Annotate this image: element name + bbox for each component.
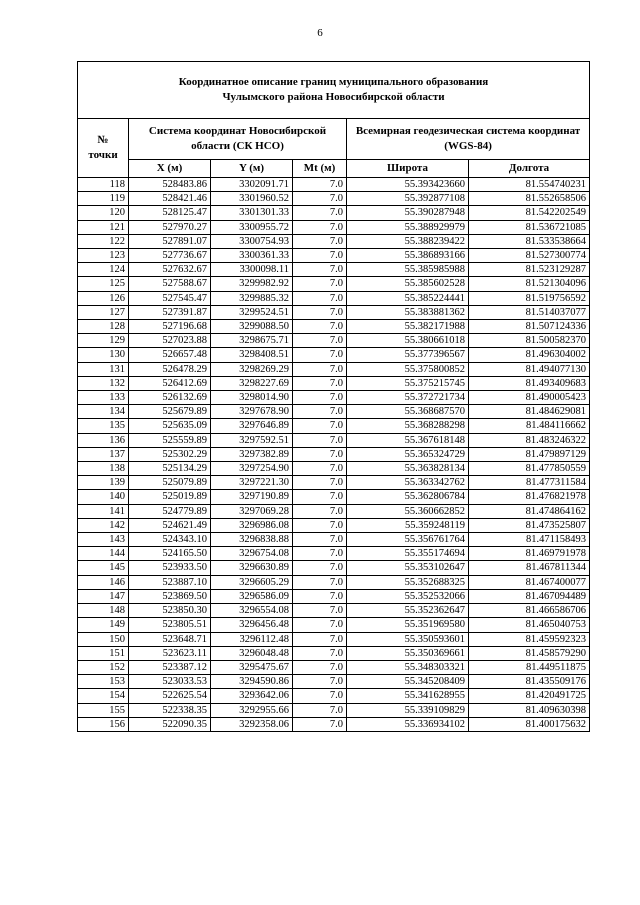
x-cell: 527545.47 — [129, 291, 211, 305]
mt-cell: 7.0 — [293, 504, 347, 518]
y-cell: 3296754.08 — [211, 547, 293, 561]
point-number-cell: 155 — [78, 703, 129, 717]
x-cell: 524779.89 — [129, 504, 211, 518]
point-number-cell: 137 — [78, 447, 129, 461]
point-number-cell: 152 — [78, 660, 129, 674]
longitude-cell: 81.477850559 — [469, 462, 590, 476]
y-cell: 3302091.71 — [211, 178, 293, 192]
longitude-cell: 81.467811344 — [469, 561, 590, 575]
point-number-cell: 129 — [78, 334, 129, 348]
point-number-cell: 136 — [78, 433, 129, 447]
latitude-cell: 55.367618148 — [347, 433, 469, 447]
x-cell: 525302.29 — [129, 447, 211, 461]
mt-cell: 7.0 — [293, 320, 347, 334]
y-cell: 3296630.89 — [211, 561, 293, 575]
longitude-cell: 81.474864162 — [469, 504, 590, 518]
point-number-cell: 148 — [78, 604, 129, 618]
y-cell: 3299088.50 — [211, 320, 293, 334]
x-cell: 523387.12 — [129, 660, 211, 674]
latitude-cell: 55.336934102 — [347, 717, 469, 731]
point-number-cell: 154 — [78, 689, 129, 703]
longitude-cell: 81.466586706 — [469, 604, 590, 618]
table-row — [78, 646, 590, 660]
mt-cell: 7.0 — [293, 703, 347, 717]
mt-cell: 7.0 — [293, 632, 347, 646]
point-number-cell: 146 — [78, 575, 129, 589]
mt-cell: 7.0 — [293, 305, 347, 319]
table-row — [78, 249, 590, 263]
longitude-cell: 81.533538664 — [469, 234, 590, 248]
table-title-line-1: Координатное описание границ муниципального образования — [178, 76, 489, 88]
y-cell: 3296048.48 — [211, 646, 293, 660]
table-title — [78, 62, 590, 119]
longitude-cell: 81.400175632 — [469, 717, 590, 731]
x-cell: 527632.67 — [129, 263, 211, 277]
mt-cell: 7.0 — [293, 547, 347, 561]
x-cell: 525559.89 — [129, 433, 211, 447]
table-row — [78, 305, 590, 319]
longitude-cell: 81.458579290 — [469, 646, 590, 660]
longitude-cell: 81.449511875 — [469, 660, 590, 674]
x-cell: 527391.87 — [129, 305, 211, 319]
longitude-column-header: Долгота — [469, 160, 590, 178]
x-cell: 528483.86 — [129, 178, 211, 192]
x-cell: 527023.88 — [129, 334, 211, 348]
longitude-cell: 81.465040753 — [469, 618, 590, 632]
point-number-cell: 140 — [78, 490, 129, 504]
latitude-cell: 55.375215745 — [347, 376, 469, 390]
x-cell: 523623.11 — [129, 646, 211, 660]
latitude-cell: 55.383881362 — [347, 305, 469, 319]
mt-cell: 7.0 — [293, 717, 347, 731]
point-number-cell: 149 — [78, 618, 129, 632]
mt-cell: 7.0 — [293, 575, 347, 589]
point-number-cell: 150 — [78, 632, 129, 646]
y-cell: 3300955.72 — [211, 220, 293, 234]
table-row — [78, 277, 590, 291]
table-row — [78, 206, 590, 220]
table-row — [78, 234, 590, 248]
point-number-cell: 128 — [78, 320, 129, 334]
table-row — [78, 334, 590, 348]
point-number-cell: 120 — [78, 206, 129, 220]
latitude-cell: 55.385602528 — [347, 277, 469, 291]
point-number-header — [78, 119, 129, 178]
y-cell: 3300361.33 — [211, 249, 293, 263]
mt-cell: 7.0 — [293, 618, 347, 632]
table-row — [78, 632, 590, 646]
point-number-cell: 127 — [78, 305, 129, 319]
x-cell: 525019.89 — [129, 490, 211, 504]
latitude-cell: 55.339109829 — [347, 703, 469, 717]
longitude-cell: 81.494077130 — [469, 362, 590, 376]
point-number-cell: 145 — [78, 561, 129, 575]
mt-column-header: Mt (м) — [293, 160, 347, 178]
longitude-cell: 81.514037077 — [469, 305, 590, 319]
wgs-system-header: Всемирная геодезическая система координат (WGS-84) — [347, 119, 590, 160]
table-row — [78, 575, 590, 589]
latitude-cell: 55.362806784 — [347, 490, 469, 504]
point-number-cell: 123 — [78, 249, 129, 263]
y-cell: 3292358.06 — [211, 717, 293, 731]
mt-cell: 7.0 — [293, 419, 347, 433]
point-number-cell: 125 — [78, 277, 129, 291]
table-row — [78, 376, 590, 390]
y-column-header: Y (м) — [211, 160, 293, 178]
x-cell: 524165.50 — [129, 547, 211, 561]
mt-cell: 7.0 — [293, 348, 347, 362]
x-column-header: X (м) — [129, 160, 211, 178]
mt-cell: 7.0 — [293, 660, 347, 674]
table-row — [78, 192, 590, 206]
longitude-cell: 81.435509176 — [469, 675, 590, 689]
latitude-cell: 55.382171988 — [347, 320, 469, 334]
point-number-cell: 147 — [78, 589, 129, 603]
x-cell: 526412.69 — [129, 376, 211, 390]
x-cell: 523869.50 — [129, 589, 211, 603]
longitude-cell: 81.477311584 — [469, 476, 590, 490]
latitude-cell: 55.352362647 — [347, 604, 469, 618]
y-cell: 3296838.88 — [211, 533, 293, 547]
table-row — [78, 717, 590, 731]
x-cell: 523850.30 — [129, 604, 211, 618]
y-cell: 3297592.51 — [211, 433, 293, 447]
mt-cell: 7.0 — [293, 447, 347, 461]
point-number-cell: 138 — [78, 462, 129, 476]
table-row — [78, 291, 590, 305]
latitude-cell: 55.360662852 — [347, 504, 469, 518]
longitude-cell: 81.542202549 — [469, 206, 590, 220]
point-number-cell: 144 — [78, 547, 129, 561]
latitude-cell: 55.351969580 — [347, 618, 469, 632]
latitude-cell: 55.390287948 — [347, 206, 469, 220]
table-row — [78, 220, 590, 234]
x-cell: 527970.27 — [129, 220, 211, 234]
longitude-cell: 81.493409683 — [469, 376, 590, 390]
x-cell: 527196.68 — [129, 320, 211, 334]
x-cell: 523033.53 — [129, 675, 211, 689]
longitude-cell: 81.519756592 — [469, 291, 590, 305]
longitude-cell: 81.523129287 — [469, 263, 590, 277]
latitude-cell: 55.385224441 — [347, 291, 469, 305]
table-group-header-row — [78, 119, 590, 160]
y-cell: 3299524.51 — [211, 305, 293, 319]
latitude-cell: 55.393423660 — [347, 178, 469, 192]
x-cell: 522090.35 — [129, 717, 211, 731]
y-cell: 3294590.86 — [211, 675, 293, 689]
longitude-cell: 81.483246322 — [469, 433, 590, 447]
longitude-cell: 81.496304002 — [469, 348, 590, 362]
longitude-cell: 81.476821978 — [469, 490, 590, 504]
latitude-cell: 55.365324729 — [347, 447, 469, 461]
x-cell: 526478.29 — [129, 362, 211, 376]
table-row — [78, 504, 590, 518]
point-number-cell: 130 — [78, 348, 129, 362]
table-title-line-2: Чулымского района Новосибирской области — [222, 91, 445, 103]
point-number-cell: 151 — [78, 646, 129, 660]
mt-cell: 7.0 — [293, 604, 347, 618]
latitude-cell: 55.392877108 — [347, 192, 469, 206]
point-number-cell: 139 — [78, 476, 129, 490]
x-cell: 528421.46 — [129, 192, 211, 206]
mt-cell: 7.0 — [293, 334, 347, 348]
table-row — [78, 490, 590, 504]
table-row — [78, 405, 590, 419]
y-cell: 3301960.52 — [211, 192, 293, 206]
table-row — [78, 447, 590, 461]
y-cell: 3293642.06 — [211, 689, 293, 703]
x-cell: 525635.09 — [129, 419, 211, 433]
y-cell: 3297254.90 — [211, 462, 293, 476]
table-row — [78, 660, 590, 674]
latitude-cell: 55.377396567 — [347, 348, 469, 362]
mt-cell: 7.0 — [293, 405, 347, 419]
x-cell: 527891.07 — [129, 234, 211, 248]
y-cell: 3297221.30 — [211, 476, 293, 490]
latitude-cell: 55.385985988 — [347, 263, 469, 277]
mt-cell: 7.0 — [293, 476, 347, 490]
longitude-cell: 81.536721085 — [469, 220, 590, 234]
y-cell: 3297190.89 — [211, 490, 293, 504]
latitude-cell: 55.386893166 — [347, 249, 469, 263]
y-cell: 3296586.09 — [211, 589, 293, 603]
table-row — [78, 476, 590, 490]
latitude-cell: 55.363828134 — [347, 462, 469, 476]
x-cell: 523805.51 — [129, 618, 211, 632]
longitude-cell: 81.459592323 — [469, 632, 590, 646]
y-cell: 3299885.32 — [211, 291, 293, 305]
latitude-cell: 55.368687570 — [347, 405, 469, 419]
latitude-cell: 55.356761764 — [347, 533, 469, 547]
coordinates-table — [77, 61, 590, 732]
mt-cell: 7.0 — [293, 675, 347, 689]
table-row — [78, 547, 590, 561]
mt-cell: 7.0 — [293, 689, 347, 703]
point-number-cell: 119 — [78, 192, 129, 206]
y-cell: 3299982.92 — [211, 277, 293, 291]
table-row — [78, 689, 590, 703]
y-cell: 3296456.48 — [211, 618, 293, 632]
table-row — [78, 604, 590, 618]
mt-cell: 7.0 — [293, 490, 347, 504]
longitude-cell: 81.484629081 — [469, 405, 590, 419]
x-cell: 522625.54 — [129, 689, 211, 703]
longitude-cell: 81.484116662 — [469, 419, 590, 433]
longitude-cell: 81.552658506 — [469, 192, 590, 206]
y-cell: 3298675.71 — [211, 334, 293, 348]
table-column-header-row — [78, 160, 590, 178]
longitude-cell: 81.479897129 — [469, 447, 590, 461]
point-number-cell: 124 — [78, 263, 129, 277]
x-cell: 528125.47 — [129, 206, 211, 220]
point-number-cell: 133 — [78, 391, 129, 405]
latitude-cell: 55.388929979 — [347, 220, 469, 234]
point-number-cell: 118 — [78, 178, 129, 192]
y-cell: 3295475.67 — [211, 660, 293, 674]
point-number-sign: № — [97, 134, 109, 146]
y-cell: 3296605.29 — [211, 575, 293, 589]
point-number-cell: 131 — [78, 362, 129, 376]
table-row — [78, 618, 590, 632]
y-cell: 3298227.69 — [211, 376, 293, 390]
latitude-cell: 55.368288298 — [347, 419, 469, 433]
mt-cell: 7.0 — [293, 220, 347, 234]
y-cell: 3298014.90 — [211, 391, 293, 405]
mt-cell: 7.0 — [293, 263, 347, 277]
mt-cell: 7.0 — [293, 291, 347, 305]
point-number-cell: 126 — [78, 291, 129, 305]
point-number-cell: 156 — [78, 717, 129, 731]
table-row — [78, 419, 590, 433]
point-number-cell: 121 — [78, 220, 129, 234]
x-cell: 527736.67 — [129, 249, 211, 263]
y-cell: 3300098.11 — [211, 263, 293, 277]
y-cell: 3300754.93 — [211, 234, 293, 248]
longitude-cell: 81.471158493 — [469, 533, 590, 547]
table-row — [78, 348, 590, 362]
mt-cell: 7.0 — [293, 462, 347, 476]
mt-cell: 7.0 — [293, 178, 347, 192]
longitude-cell: 81.490005423 — [469, 391, 590, 405]
x-cell: 524621.49 — [129, 518, 211, 532]
latitude-cell: 55.345208409 — [347, 675, 469, 689]
longitude-cell: 81.500582370 — [469, 334, 590, 348]
longitude-cell: 81.473525807 — [469, 518, 590, 532]
table-row — [78, 589, 590, 603]
table-body — [78, 178, 590, 732]
latitude-cell: 55.350369661 — [347, 646, 469, 660]
latitude-cell: 55.375800852 — [347, 362, 469, 376]
mt-cell: 7.0 — [293, 646, 347, 660]
y-cell: 3296986.08 — [211, 518, 293, 532]
mt-cell: 7.0 — [293, 518, 347, 532]
y-cell: 3297382.89 — [211, 447, 293, 461]
x-cell: 525679.89 — [129, 405, 211, 419]
point-number-cell: 132 — [78, 376, 129, 390]
x-cell: 526132.69 — [129, 391, 211, 405]
mt-cell: 7.0 — [293, 391, 347, 405]
mt-cell: 7.0 — [293, 192, 347, 206]
point-number-cell: 153 — [78, 675, 129, 689]
mt-cell: 7.0 — [293, 206, 347, 220]
table-row — [78, 433, 590, 447]
point-number-cell: 141 — [78, 504, 129, 518]
latitude-cell: 55.380661018 — [347, 334, 469, 348]
mt-cell: 7.0 — [293, 234, 347, 248]
table-row — [78, 462, 590, 476]
point-number-cell: 143 — [78, 533, 129, 547]
point-number-cell: 135 — [78, 419, 129, 433]
mt-cell: 7.0 — [293, 589, 347, 603]
mt-cell: 7.0 — [293, 376, 347, 390]
latitude-cell: 55.353102647 — [347, 561, 469, 575]
longitude-cell: 81.467094489 — [469, 589, 590, 603]
x-cell: 523933.50 — [129, 561, 211, 575]
latitude-cell: 55.355174694 — [347, 547, 469, 561]
y-cell: 3301301.33 — [211, 206, 293, 220]
longitude-cell: 81.521304096 — [469, 277, 590, 291]
x-cell: 523648.71 — [129, 632, 211, 646]
y-cell: 3296112.48 — [211, 632, 293, 646]
mt-cell: 7.0 — [293, 277, 347, 291]
point-number-cell: 122 — [78, 234, 129, 248]
y-cell: 3298408.51 — [211, 348, 293, 362]
longitude-cell: 81.467400077 — [469, 575, 590, 589]
longitude-cell: 81.469791978 — [469, 547, 590, 561]
latitude-column-header: Широта — [347, 160, 469, 178]
page-number: 6 — [317, 27, 323, 39]
longitude-cell: 81.507124336 — [469, 320, 590, 334]
mt-cell: 7.0 — [293, 433, 347, 447]
nso-system-header: Система координат Новосибирской области (СК НСО) — [129, 119, 347, 160]
table-row — [78, 362, 590, 376]
point-number-word: точки — [88, 149, 118, 161]
x-cell: 523887.10 — [129, 575, 211, 589]
table-row — [78, 178, 590, 192]
latitude-cell: 55.359248119 — [347, 518, 469, 532]
y-cell: 3297069.28 — [211, 504, 293, 518]
latitude-cell: 55.372721734 — [347, 391, 469, 405]
point-number-cell: 134 — [78, 405, 129, 419]
y-cell: 3297678.90 — [211, 405, 293, 419]
table-row — [78, 533, 590, 547]
y-cell: 3296554.08 — [211, 604, 293, 618]
x-cell: 527588.67 — [129, 277, 211, 291]
point-number-cell: 142 — [78, 518, 129, 532]
table-row — [78, 703, 590, 717]
longitude-cell: 81.554740231 — [469, 178, 590, 192]
longitude-cell: 81.527300774 — [469, 249, 590, 263]
table-row — [78, 561, 590, 575]
table-row — [78, 320, 590, 334]
mt-cell: 7.0 — [293, 533, 347, 547]
latitude-cell: 55.352688325 — [347, 575, 469, 589]
latitude-cell: 55.348303321 — [347, 660, 469, 674]
latitude-cell: 55.352532066 — [347, 589, 469, 603]
table-row — [78, 391, 590, 405]
x-cell: 524343.10 — [129, 533, 211, 547]
latitude-cell: 55.350593601 — [347, 632, 469, 646]
table-title-row — [78, 62, 590, 119]
y-cell: 3292955.66 — [211, 703, 293, 717]
mt-cell: 7.0 — [293, 561, 347, 575]
longitude-cell: 81.409630398 — [469, 703, 590, 717]
mt-cell: 7.0 — [293, 362, 347, 376]
x-cell: 525134.29 — [129, 462, 211, 476]
y-cell: 3298269.29 — [211, 362, 293, 376]
x-cell: 522338.35 — [129, 703, 211, 717]
table-row — [78, 518, 590, 532]
latitude-cell: 55.363342762 — [347, 476, 469, 490]
mt-cell: 7.0 — [293, 249, 347, 263]
x-cell: 526657.48 — [129, 348, 211, 362]
x-cell: 525079.89 — [129, 476, 211, 490]
longitude-cell: 81.420491725 — [469, 689, 590, 703]
latitude-cell: 55.341628955 — [347, 689, 469, 703]
table-row — [78, 675, 590, 689]
y-cell: 3297646.89 — [211, 419, 293, 433]
latitude-cell: 55.388239422 — [347, 234, 469, 248]
table-row — [78, 263, 590, 277]
